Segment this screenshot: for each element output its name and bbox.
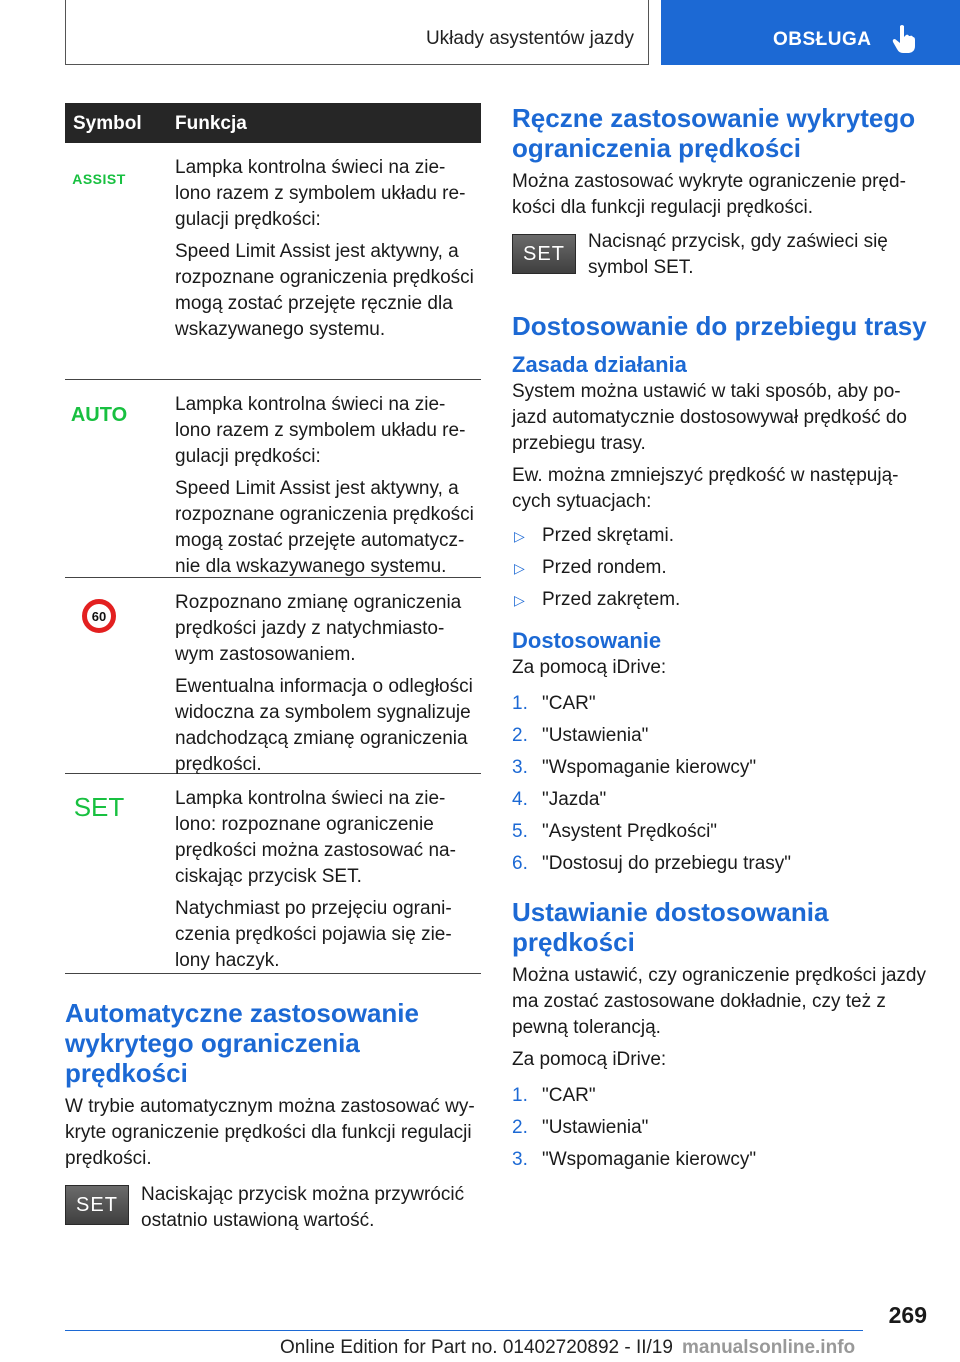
reduce-text: Ew. można zmniejszyć prędkość w następują-cych sytuacjach: — [512, 465, 899, 512]
list-item: 1. "CAR" — [512, 693, 596, 714]
list-item: 5. "Asystent Prędkości" — [512, 821, 718, 842]
set-indicator-icon: SET — [73, 792, 125, 822]
set-button-icon: SET — [512, 234, 576, 274]
right-column — [512, 103, 928, 1179]
row-description: Natychmiast po przejęciu ograni-czenia prędkości pojawia się zie-lony haczyk. — [175, 898, 452, 971]
page-number: 269 — [888, 1302, 927, 1328]
footer-divider — [65, 1330, 863, 1331]
settings-intro: Za pomocą iDrive: — [512, 1049, 667, 1070]
manual-apply-text: Można zastosować wykryte ograniczenie pręd-kości dla funkcji regulacji prędkości. — [512, 171, 906, 218]
list-item: 1. "CAR" — [512, 1085, 596, 1106]
assist-indicator-icon: ASSIST — [72, 171, 126, 187]
footer-watermark[interactable]: manualsonline.info — [682, 1337, 856, 1358]
principle-title: Zasada działania — [512, 352, 687, 377]
header-section-box — [65, 0, 649, 65]
row-description: Lampka kontrolna świeci na zie-lono razem z symbolem układu re-gulacji prędkości: — [175, 157, 466, 230]
auto-indicator-icon: AUTO — [70, 404, 128, 426]
header-chapter-tab[interactable] — [661, 0, 960, 65]
table-header-function: Funkcja — [175, 113, 247, 134]
table-header — [65, 103, 481, 143]
footer-edition: Online Edition for Part no. 01402720892 - II/19 — [280, 1337, 673, 1358]
list-item: 6. "Dostosuj do przebiegu trasy" — [512, 853, 792, 874]
set-button-icon: SET — [65, 1185, 129, 1225]
list-item: 3. "Wspomaganie kierowcy" — [512, 1149, 757, 1170]
manual-apply-title: Ręczne zastosowanie wykrytego ograniczenia prędkości — [512, 103, 916, 163]
list-item: 2. "Ustawienia" — [512, 1117, 649, 1138]
row-description: Rozpoznano zmianę ograniczenia prędkości jazdy z natychmiasto-wym zastosowaniem. — [175, 592, 462, 665]
table-row — [65, 774, 481, 974]
set-button-text: Naciskając przycisk można przywrócić ostatnio ustawioną wartość. — [141, 1184, 465, 1231]
row-description: Lampka kontrolna świeci na zie-lono: rozpoznane ograniczenie prędkości można zastosować na-ciskając przycisk SET. — [175, 788, 456, 887]
list-item: ▷ Przed rondem. — [512, 555, 928, 581]
adjust-title: Dostosowanie — [512, 628, 662, 653]
settings-title: Ustawianie dostosowania prędkości — [512, 897, 829, 957]
list-item: ▷ Przed skrętami. — [512, 523, 928, 549]
speed-limit-sign-icon: 60 — [82, 599, 116, 633]
row-description: Speed Limit Assist jest aktywny, a rozpoznane ograniczenia prędkości mogą zostać przejęte automatycz-nie dla wskazywanego systemu. — [175, 478, 474, 577]
list-item: 4. "Jazda" — [512, 789, 607, 810]
list-item: 2. "Ustawienia" — [512, 725, 649, 746]
triangle-bullet-icon: ▷ — [514, 592, 525, 608]
row-description: Speed Limit Assist jest aktywny, a rozpoznane ograniczenia prędkości mogą zostać przejęte ręcznie dla wskazywanego systemu. — [175, 241, 474, 340]
table-row — [65, 380, 481, 578]
route-title: Dostosowanie do przebiegu trasy — [512, 311, 927, 341]
header-section-title: Układy asystentów jazdy — [425, 28, 634, 49]
row-description: Lampka kontrolna świeci na zie-lono razem z symbolem układu re-gulacji prędkości: — [175, 394, 466, 467]
header-chapter-title: OBSŁUGA — [773, 29, 872, 50]
triangle-bullet-icon: ▷ — [514, 560, 525, 576]
row-description: Ewentualna informacja o odległości widoczna za symbolem sygnalizuje nadchodzącą zmianę ograniczenia prędkości. — [175, 676, 473, 775]
adjust-intro: Za pomocą iDrive: — [512, 657, 667, 678]
set-button-text: Nacisnąć przycisk, gdy zaświeci się symbol SET. — [588, 231, 888, 278]
principle-text: System można ustawić w taki sposób, aby po-jazd automatycznie dostosowywał prędkość do przebiegu trasy. — [512, 381, 907, 454]
auto-apply-text: W trybie automatycznym można zastosować wy-kryte ograniczenie prędkości dla funkcji regulacji prędkości. — [65, 1096, 475, 1169]
auto-apply-title: Automatyczne zastosowanie wykrytego ograniczenia prędkości — [65, 998, 419, 1088]
list-item: ▷ Przed zakrętem. — [512, 587, 928, 613]
list-item: 3. "Wspomaganie kierowcy" — [512, 757, 757, 778]
table-row — [65, 143, 481, 380]
table-header-symbol: Symbol — [73, 113, 142, 134]
left-column — [65, 103, 481, 1242]
pointing-hand-icon — [891, 24, 917, 54]
settings-text: Można ustawić, czy ograniczenie prędkości jazdy ma zostać zastosowane dokładnie, czy też z pewną tolerancją. — [512, 965, 926, 1038]
auto-apply-section — [65, 998, 481, 1242]
table-row — [65, 578, 481, 774]
triangle-bullet-icon: ▷ — [514, 528, 525, 544]
